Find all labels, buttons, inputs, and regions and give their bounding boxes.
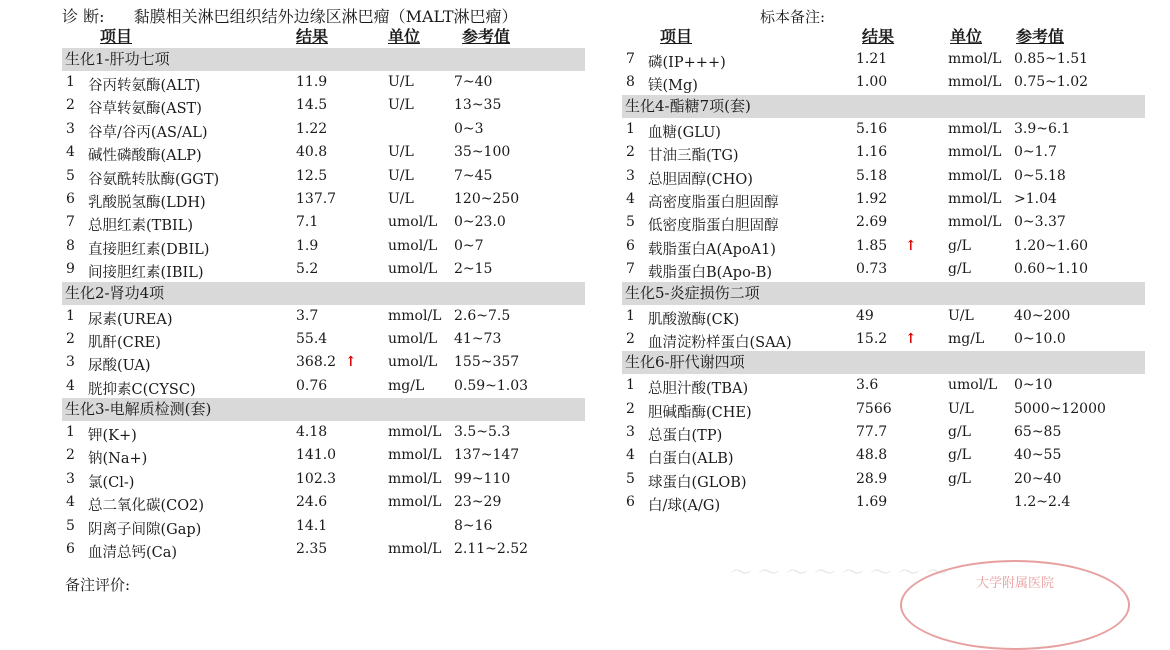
reference-range: 3.5~5.3 [454, 424, 511, 441]
row-number: 3 [66, 470, 75, 487]
result-row [622, 188, 1145, 211]
row-number: 7 [626, 51, 635, 67]
watermark-text: ～～～～～～～～ [730, 561, 955, 586]
reference-range: 23~29 [454, 494, 502, 511]
test-unit: mmol/L [948, 214, 1002, 231]
test-name: 总胆红素(TBIL) [88, 218, 193, 235]
test-name: 白/球(A/G) [648, 498, 721, 515]
reference-range: 41~73 [454, 330, 502, 347]
test-name: 尿酸(UA) [88, 358, 151, 375]
test-name: 总二氧化碳(CO2) [88, 498, 205, 515]
test-name: 镁(Mg) [648, 78, 698, 95]
test-unit: umol/L [948, 377, 998, 394]
section-title: 生化6-肝代谢四项 [622, 351, 1145, 374]
test-name: 血清总钙(Ca) [88, 545, 178, 562]
row-number: 2 [626, 400, 635, 417]
result-row [622, 421, 1145, 444]
test-unit: mg/L [948, 330, 985, 347]
test-name: 球蛋白(GLOB) [648, 474, 747, 491]
left-header-ref: 参考值 [462, 27, 511, 46]
test-name: 阴离子间隙(Gap) [88, 521, 202, 538]
result-row [622, 118, 1145, 141]
result-row [622, 328, 1145, 351]
test-unit: U/L [388, 190, 414, 207]
right-header-ref: 参考值 [1016, 27, 1065, 46]
test-result: 0.76 [296, 377, 328, 394]
row-number: 2 [66, 447, 75, 464]
result-row [62, 491, 585, 514]
test-name: 载脂蛋白A(ApoA1) [648, 241, 776, 258]
test-result: 1.21 [856, 51, 888, 67]
row-number: 1 [626, 377, 635, 394]
section-title: 生化5-炎症损伤二项 [622, 282, 1145, 305]
test-result: 49 [856, 307, 874, 324]
reference-range: 2~15 [454, 261, 493, 278]
row-number: 4 [66, 377, 75, 394]
row-number: 6 [626, 237, 635, 254]
result-row [622, 468, 1145, 491]
result-row [62, 141, 585, 164]
result-row [62, 444, 585, 467]
test-unit: g/L [948, 261, 971, 278]
test-unit: g/L [948, 470, 971, 487]
row-number: 2 [626, 330, 635, 347]
result-row [62, 211, 585, 234]
test-result: 77.7 [856, 424, 888, 441]
row-number: 8 [626, 74, 635, 91]
test-unit: U/L [948, 400, 974, 417]
test-unit: U/L [948, 307, 974, 324]
test-name: 谷草转氨酶(AST) [88, 101, 202, 118]
left-header-item: 项目 [100, 27, 133, 46]
test-result: 40.8 [296, 144, 328, 161]
result-row [62, 188, 585, 211]
row-number: 3 [626, 167, 635, 184]
test-unit: mmol/L [948, 51, 1002, 67]
reference-range: 3.9~6.1 [1014, 120, 1071, 137]
test-unit: mmol/L [388, 424, 442, 441]
result-row [62, 538, 585, 561]
result-row [622, 398, 1145, 421]
right-header-unit: 单位 [950, 27, 983, 46]
test-result: 1.16 [856, 144, 888, 161]
test-unit: mmol/L [948, 190, 1002, 207]
result-row [62, 468, 585, 491]
row-number: 4 [66, 144, 75, 161]
test-name: 血糖(GLU) [648, 124, 721, 141]
reference-range: 7~40 [454, 74, 493, 90]
test-result: 14.5 [296, 97, 328, 114]
test-name: 钠(Na+) [88, 451, 148, 468]
test-name: 直接胆红素(DBIL) [88, 241, 210, 258]
test-result: 7.1 [296, 214, 319, 231]
result-row [62, 118, 585, 141]
test-unit: U/L [388, 144, 414, 161]
right-results-column [622, 48, 1145, 515]
reference-range: 120~250 [454, 190, 520, 207]
test-unit: mmol/L [948, 167, 1002, 184]
test-name: 钾(K+) [88, 428, 137, 445]
reference-range: 0~10 [1014, 377, 1053, 394]
row-number: 7 [626, 261, 635, 278]
test-result: 15.2 [856, 330, 888, 347]
diagnosis-text: 黏膜相关淋巴组织结外边缘区淋巴瘤（MALT淋巴瘤） [133, 7, 518, 26]
test-name: 载脂蛋白B(Apo-B) [648, 265, 773, 282]
test-result: 48.8 [856, 447, 888, 464]
reference-range: 1.2~2.4 [1014, 494, 1071, 511]
row-number: 2 [66, 330, 75, 347]
test-result: 1.92 [856, 190, 888, 207]
reference-range: >1.04 [1014, 190, 1057, 207]
abnormal-flag-icon: ↑ [905, 237, 917, 254]
result-row [622, 444, 1145, 467]
test-name: 总胆固醇(CHO) [648, 171, 753, 188]
test-result: 55.4 [296, 330, 328, 347]
row-number: 5 [626, 214, 635, 231]
result-row [622, 165, 1145, 188]
result-row [622, 491, 1145, 514]
reference-range: 0.85~1.51 [1014, 51, 1089, 67]
test-unit: umol/L [388, 237, 438, 254]
test-result: 1.69 [856, 494, 888, 511]
test-name: 总蛋白(TP) [648, 428, 723, 445]
row-number: 1 [626, 307, 635, 324]
test-unit: umol/L [388, 330, 438, 347]
result-row [62, 421, 585, 444]
test-unit: mmol/L [388, 494, 442, 511]
test-result: 24.6 [296, 494, 328, 511]
test-unit: mmol/L [948, 144, 1002, 161]
row-number: 4 [626, 190, 635, 207]
reference-range: 155~357 [454, 354, 520, 371]
test-name: 甘油三酯(TG) [648, 148, 739, 165]
test-unit: mmol/L [388, 447, 442, 464]
result-row [622, 235, 1145, 258]
test-unit: mmol/L [388, 470, 442, 487]
test-unit: U/L [388, 74, 414, 90]
reference-range: 7~45 [454, 167, 493, 184]
result-row [62, 235, 585, 258]
test-unit: umol/L [388, 261, 438, 278]
test-result: 141.0 [296, 447, 337, 464]
test-unit: g/L [948, 447, 971, 464]
row-number: 5 [626, 470, 635, 487]
reference-range: 0~3.37 [1014, 214, 1066, 231]
reference-range: 13~35 [454, 97, 502, 114]
test-result: 137.7 [296, 190, 337, 207]
test-result: 1.85 [856, 237, 888, 254]
reference-range: 2.6~7.5 [454, 307, 511, 324]
test-name: 间接胆红素(IBIL) [88, 265, 204, 282]
test-unit: mmol/L [948, 74, 1002, 91]
row-number: 6 [626, 494, 635, 511]
reference-range: 1.20~1.60 [1014, 237, 1089, 254]
test-name: 谷氨酰转肽酶(GGT) [88, 171, 220, 188]
test-unit: umol/L [388, 214, 438, 231]
test-unit: mmol/L [948, 120, 1002, 137]
row-number: 1 [66, 307, 75, 324]
row-number: 5 [66, 517, 75, 534]
right-header-item: 项目 [660, 27, 693, 46]
row-number: 4 [66, 494, 75, 511]
test-result: 368.2 [296, 354, 337, 371]
row-number: 2 [626, 144, 635, 161]
test-unit: mg/L [388, 377, 425, 394]
test-name: 总胆汁酸(TBA) [648, 381, 749, 398]
test-name: 胆碱酯酶(CHE) [648, 404, 752, 421]
row-number: 3 [626, 424, 635, 441]
test-name: 白蛋白(ALB) [648, 451, 734, 468]
result-row [62, 165, 585, 188]
result-row [62, 328, 585, 351]
reference-range: 8~16 [454, 517, 493, 534]
row-number: 6 [66, 541, 75, 558]
test-name: 氯(Cl-) [88, 474, 135, 491]
test-unit: mmol/L [388, 307, 442, 324]
row-number: 2 [66, 97, 75, 114]
left-header-unit: 单位 [388, 27, 421, 46]
row-number: 6 [66, 190, 75, 207]
test-name: 磷(IP+++) [648, 55, 726, 71]
result-row [62, 515, 585, 538]
row-number: 3 [66, 120, 75, 137]
reference-range: 20~40 [1014, 470, 1062, 487]
stamp-text: 大学附属医院 [975, 576, 1054, 591]
test-result: 3.6 [856, 377, 879, 394]
abnormal-flag-icon: ↑ [345, 354, 357, 371]
section-title: 生化3-电解质检测(套) [62, 398, 585, 421]
row-number: 1 [626, 120, 635, 137]
result-row [622, 141, 1145, 164]
test-result: 1.00 [856, 74, 888, 91]
test-result: 12.5 [296, 167, 328, 184]
test-name: 高密度脂蛋白胆固醇 [648, 194, 779, 211]
result-row [622, 48, 1145, 71]
test-name: 谷丙转氨酶(ALT) [88, 78, 201, 94]
section-title: 生化2-肾功4项 [62, 282, 585, 305]
test-name: 乳酸脱氢酶(LDH) [88, 194, 206, 211]
reference-range: 0~7 [454, 237, 484, 254]
test-unit: U/L [388, 97, 414, 114]
test-result: 28.9 [856, 470, 888, 487]
row-number: 9 [66, 261, 75, 278]
result-row [62, 94, 585, 117]
test-result: 2.35 [296, 541, 328, 558]
test-name: 低密度脂蛋白胆固醇 [648, 218, 779, 235]
reference-range: 40~55 [1014, 447, 1062, 464]
row-number: 7 [66, 214, 75, 231]
row-number: 1 [66, 424, 75, 441]
test-result: 1.9 [296, 237, 319, 254]
reference-range: 99~110 [454, 470, 511, 487]
test-result: 2.69 [856, 214, 888, 231]
result-row [622, 258, 1145, 281]
test-unit: g/L [948, 424, 971, 441]
result-row [62, 71, 585, 94]
row-number: 5 [66, 167, 75, 184]
test-result: 1.22 [296, 120, 328, 137]
test-result: 4.18 [296, 424, 328, 441]
row-number: 1 [66, 74, 75, 90]
test-result: 11.9 [296, 74, 328, 90]
reference-range: 0.59~1.03 [454, 377, 529, 394]
reference-range: 2.11~2.52 [454, 541, 529, 558]
test-name: 谷草/谷丙(AS/AL) [88, 124, 208, 141]
reference-range: 65~85 [1014, 424, 1062, 441]
row-number: 8 [66, 237, 75, 254]
test-unit: umol/L [388, 354, 438, 371]
test-name: 胱抑素C(CYSC) [88, 381, 196, 398]
remark-label: 备注评价: [65, 576, 131, 594]
sample-note: 标本备注: [760, 8, 826, 26]
test-result: 5.16 [856, 120, 888, 137]
result-row [622, 305, 1145, 328]
reference-range: 0.75~1.02 [1014, 74, 1089, 91]
result-row [622, 374, 1145, 397]
row-number: 4 [626, 447, 635, 464]
left-header-result: 结果 [296, 27, 329, 46]
test-name: 碱性磷酸酶(ALP) [88, 148, 202, 165]
test-unit: U/L [388, 167, 414, 184]
test-result: 14.1 [296, 517, 328, 534]
reference-range: 0~23.0 [454, 214, 506, 231]
test-unit: g/L [948, 237, 971, 254]
reference-range: 0~5.18 [1014, 167, 1066, 184]
hospital-stamp [900, 560, 1130, 650]
test-result: 7566 [856, 400, 892, 417]
diagnosis-label: 诊 断: [62, 7, 105, 26]
left-results-column [62, 48, 585, 561]
test-unit: mmol/L [388, 541, 442, 558]
abnormal-flag-icon: ↑ [905, 330, 917, 347]
test-name: 肌酸激酶(CK) [648, 311, 740, 328]
test-name: 血清淀粉样蛋白(SAA) [648, 334, 792, 351]
test-result: 0.73 [856, 261, 888, 278]
test-result: 3.7 [296, 307, 319, 324]
test-result: 102.3 [296, 470, 337, 487]
test-name: 尿素(UREA) [88, 311, 173, 328]
result-row [622, 211, 1145, 234]
test-result: 5.18 [856, 167, 888, 184]
reference-range: 35~100 [454, 144, 511, 161]
section-title: 生化4-酯糖7项(套) [622, 95, 1145, 118]
reference-range: 0~10.0 [1014, 330, 1066, 347]
result-row [62, 375, 585, 398]
result-row [62, 258, 585, 281]
right-header-result: 结果 [862, 27, 895, 46]
reference-range: 40~200 [1014, 307, 1071, 324]
reference-range: 0~3 [454, 120, 484, 137]
reference-range: 0~1.7 [1014, 144, 1057, 161]
row-number: 3 [66, 354, 75, 371]
result-row [622, 71, 1145, 94]
reference-range: 0.60~1.10 [1014, 261, 1089, 278]
test-name: 肌酐(CRE) [88, 334, 161, 351]
test-result: 5.2 [296, 261, 319, 278]
result-row [62, 351, 585, 374]
section-title: 生化1-肝功七项 [62, 48, 585, 71]
reference-range: 137~147 [454, 447, 520, 464]
reference-range: 5000~12000 [1014, 400, 1106, 417]
result-row [62, 305, 585, 328]
